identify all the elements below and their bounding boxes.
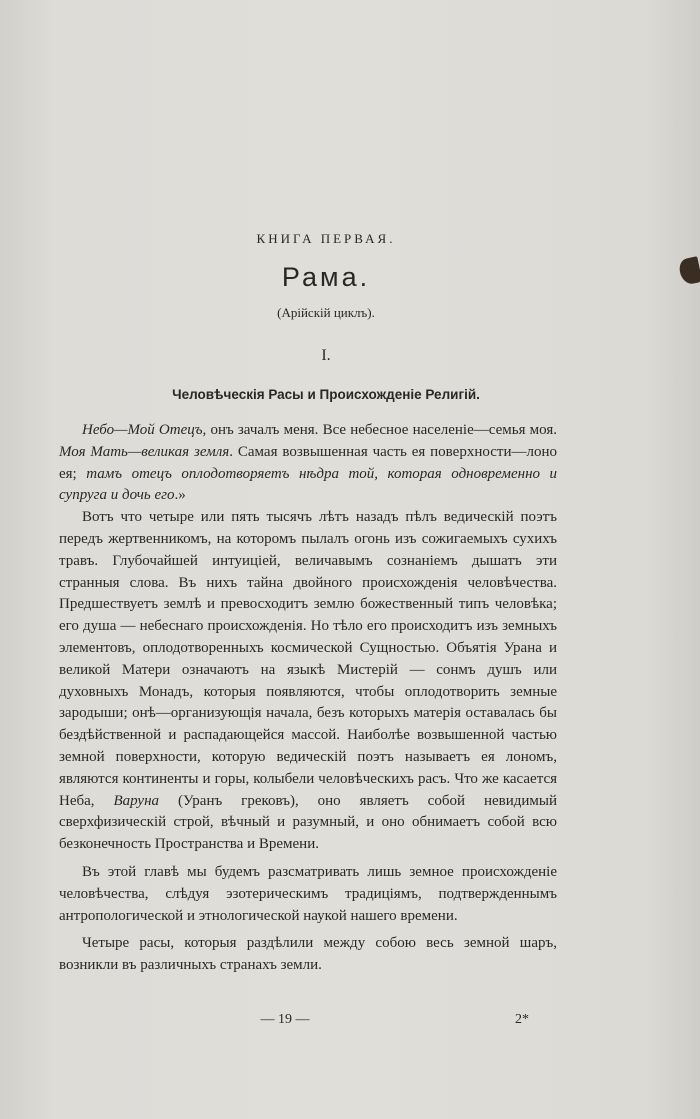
body-text — [59, 420, 557, 977]
page-title: Рама. — [281, 262, 371, 292]
epigraph-text-1: , онъ зачалъ меня. Все небесное населеніе—семья моя. — [202, 422, 557, 438]
book-label: КНИГА ПЕРВАЯ. — [256, 231, 396, 246]
paragraph-1-text-a: Вотъ что четыре или пять тысячъ лѣтъ назадъ пѣлъ ведическій поэтъ передъ жертвенникомъ, на которомъ пылалъ огонь изъ сожигаемыхъ сухихъ травъ. Глубочайшей интуиціей, величавымъ сознаніемъ дышатъ эти странныя слова. Въ нихъ тайна двойного происхожденія человѣчества. Предшествуетъ землѣ и превосходитъ землю божественный типъ человѣка; его душа — небеснаго происхожденія. Но тѣло его происходитъ изъ земныхъ элементовъ, оплодотворенныхъ космической Сущностью. Объятія Урана и великой Матери означаютъ на языкѣ Мистерій — сонмъ душъ или духовныхъ Монадъ, которыя появляются, чтобы оплодотворить земные зародыши; онѣ—организующія начала, безъ которыхъ матерія оставалась бы бездѣйственной и распадающейся массой. Наиболѣе возвышенной частью земной поверхности, которую ведическій поэтъ называетъ ея лономъ, являются континенты и горы, колыбели человѣческихъ расъ. Что же касается Неба, — [59, 509, 557, 809]
signature-mark: 2* — [515, 1012, 529, 1027]
chapter-title: Человѣческія Расы и Происхожденіе Религій. — [172, 387, 480, 402]
paragraph-3: Четыре расы, которыя раздѣлили между собою весь земной шаръ, возникли въ различныхъ странахъ земли. — [59, 935, 557, 974]
paragraph-1-italic: Варуна — [113, 792, 160, 809]
paragraph-1-text-b: (Уранъ грековъ), оно являетъ собой невидимый сверхфизическій строй, вѣчный и разумный, и оно обнимаетъ собой всю безконечность Пространства и Времени. — [59, 792, 557, 853]
epigraph-italic-1: Небо—Мой Отецъ — [82, 422, 203, 438]
page-number: — 19 — — [260, 1012, 310, 1027]
epigraph-text-2: . Самая возвышенная часть ея поверхности—лоно ея; — [59, 443, 557, 482]
paragraph-1 — [59, 507, 557, 856]
cycle-subtitle: (Арійскій циклъ). — [277, 305, 375, 320]
page-footer — [0, 1012, 700, 1032]
epigraph-text-3: .» — [174, 487, 186, 504]
epigraph-italic-3: тамъ отецъ оплодотворяетъ нѣдра той, которая одновременно и супруга и дочь его — [59, 465, 557, 504]
paragraph-2: Въ этой главѣ мы будемъ разсматривать лишь земное происхожденіе человѣчества, слѣдуя эзотерическимъ традиціямъ, подтвержденнымъ антропологической и этнологической наукой нашего времени. — [59, 863, 557, 924]
epigraph-italic-2: Моя Мать—великая земля — [59, 443, 230, 460]
chapter-number: I. — [321, 347, 331, 364]
epigraph — [59, 420, 557, 507]
